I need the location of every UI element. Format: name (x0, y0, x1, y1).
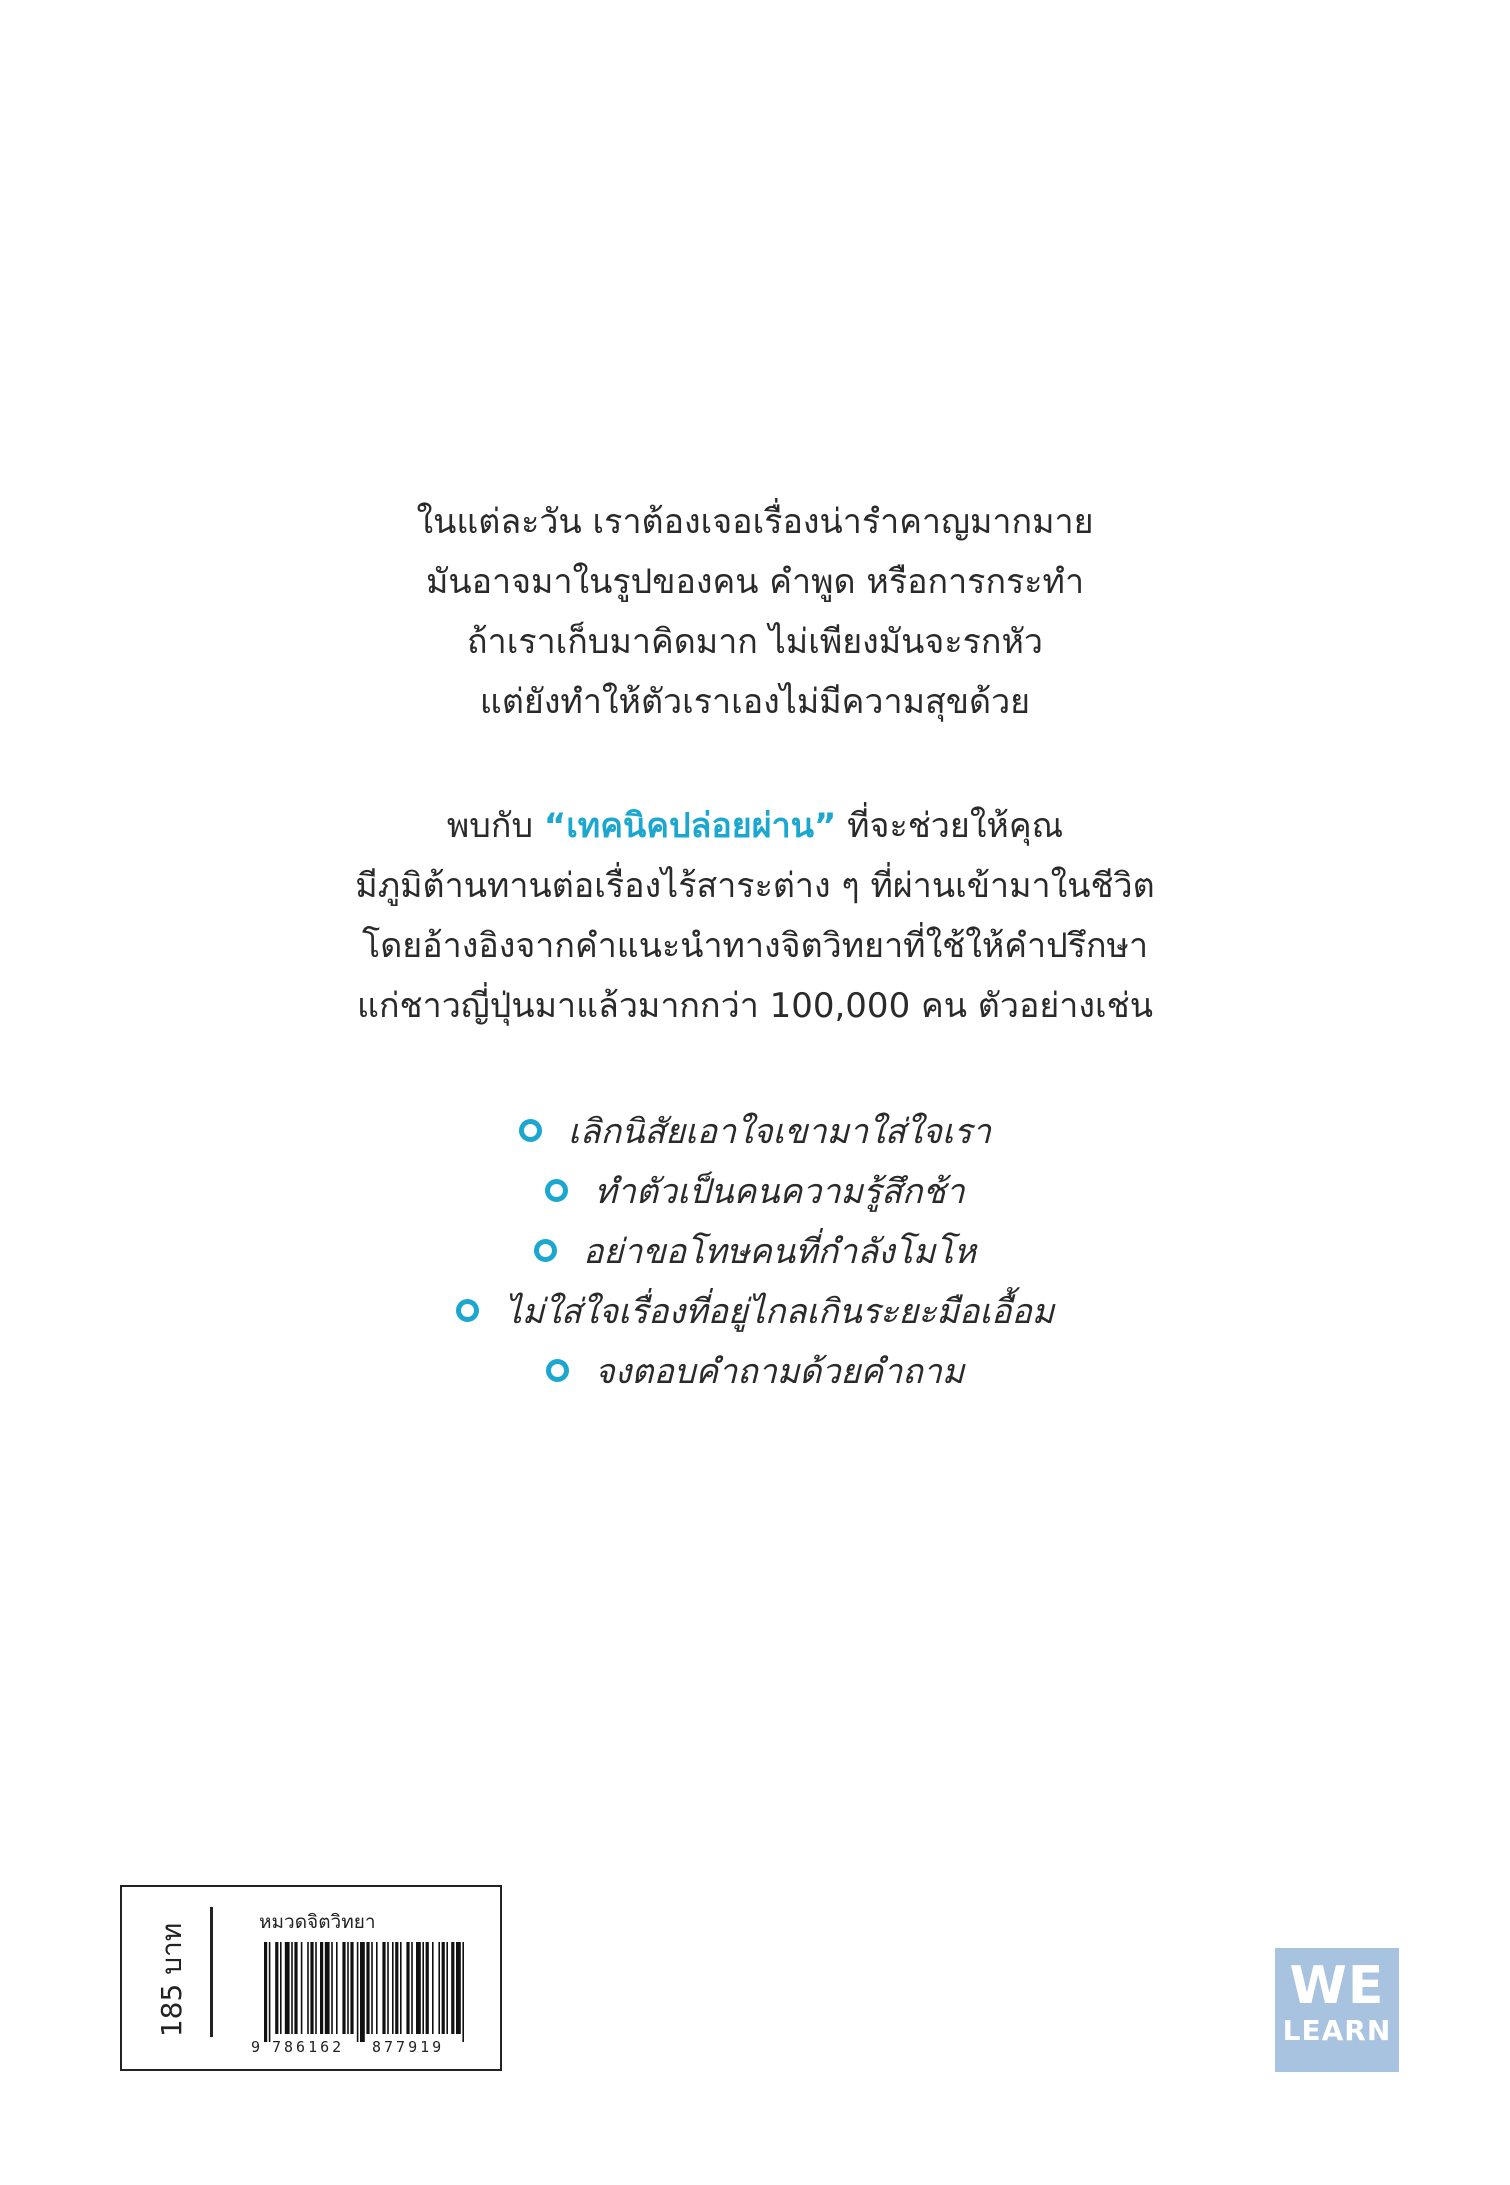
bullet-circle-icon (545, 1179, 568, 1202)
barcode-bar (285, 1942, 290, 2034)
technique-list (0, 1102, 1510, 1402)
barcode-bar (366, 1942, 369, 2034)
barcode-bar (395, 1942, 398, 2034)
barcode-bar (432, 1942, 434, 2034)
barcode-bar (416, 1942, 421, 2034)
barcode-bar (347, 1942, 349, 2034)
blurb-line: มีภูมิต้านทานต่อเรื่องไร้สาระต่าง ๆ ที่ผ่านเข้ามาในชีวิต (355, 866, 1155, 906)
blurb-line: ในแต่ละวัน เราต้องเจอเรื่องน่ารำคาญมากมาย (416, 502, 1094, 542)
barcode-bar (350, 1942, 353, 2034)
list-item-text: เลิกนิสัยเอาใจเขามาใส่ใจเรา (568, 1112, 991, 1152)
barcode-bar (371, 1942, 373, 2034)
barcode-bar (336, 1942, 338, 2034)
barcode-bar (320, 1942, 323, 2034)
intro-before: พบกับ (446, 806, 544, 846)
price-label: 185 บาท (155, 1922, 188, 2038)
logo-line-2: LEARN (1282, 2014, 1392, 2047)
list-item-text: ทำตัวเป็นคนความรู้สึกช้า (594, 1172, 965, 1212)
barcode-bar (426, 1942, 429, 2034)
list-item (0, 1282, 1510, 1342)
barcode-bar (442, 1942, 445, 2034)
blurb-line: มันอาจมาในรูปของคน คำพูด หรือการกระทำ (425, 562, 1085, 602)
barcode-bar (392, 1942, 394, 2034)
price-barcode-box (120, 1885, 502, 2071)
barcode-bar (406, 1942, 409, 2034)
bullet-circle-icon (534, 1239, 557, 1262)
bullet-circle-icon (546, 1359, 569, 1382)
list-item (0, 1102, 1510, 1162)
divider (210, 1907, 213, 2037)
blurb-paragraph-2 (0, 796, 1510, 1036)
barcode-bar (307, 1942, 309, 2034)
barcode-bar (382, 1942, 385, 2034)
barcode-bar (411, 1942, 413, 2034)
barcode-bar (294, 1942, 297, 2034)
isbn-right-digits: 877919 (372, 2038, 445, 2054)
barcode-bar (280, 1942, 282, 2034)
barcode-bar (315, 1942, 317, 2034)
barcode-bar (422, 1942, 424, 2034)
isbn-left-digits: 786162 (272, 2038, 345, 2054)
barcode-bar (438, 1942, 440, 2034)
list-item-text: ไม่ใส่ใจเรื่องที่อยู่ไกลเกินระยะมือเอื้อม (504, 1292, 1055, 1332)
blurb-line: แก่ชาวญี่ปุ่นมาแล้วมากกว่า 100,000 คน ตัวอย่างเช่น (357, 986, 1153, 1026)
barcode-bar (446, 1942, 448, 2034)
bullet-circle-icon (519, 1119, 542, 1142)
list-item (0, 1222, 1510, 1282)
list-item (0, 1342, 1510, 1402)
blurb-line: แต่ยังทำให้ตัวเราเองไม่มีความสุขด้วย (479, 682, 1031, 722)
isbn-first-digit: 9 (251, 2038, 261, 2054)
barcode-bar (376, 1942, 378, 2034)
barcode-bar (269, 1942, 271, 2042)
category-label: หมวดจิตวิทยา (259, 1911, 376, 1933)
blurb-intro-line (0, 796, 1510, 856)
barcode-bar (301, 1942, 303, 2034)
barcode-graphic (250, 1942, 472, 2054)
barcode-bar (310, 1942, 313, 2034)
isbn-barcode (250, 1942, 472, 2054)
list-item-text: จงตอบคำถามด้วยคำถาม (594, 1352, 965, 1392)
intro-after: ที่จะช่วยให้คุณ (836, 806, 1064, 846)
highlight-title: “เทคนิคปล่อยผ่าน” (543, 806, 837, 846)
barcode-bar (360, 1942, 365, 2042)
blurb-paragraph-1 (0, 492, 1510, 732)
barcode-bar (291, 1942, 293, 2034)
blurb-line: โดยอ้างอิงจากคำแนะนำทางจิตวิทยาที่ใช้ให้คำปรึกษา (361, 926, 1149, 966)
barcode-bar (342, 1942, 345, 2034)
we-learn-logo (1275, 1948, 1399, 2072)
barcode-bar (387, 1942, 389, 2034)
list-item-text: อย่าขอโทษคนที่กำลังโมโห (582, 1232, 977, 1272)
barcode-bar (357, 1942, 359, 2042)
barcode-bar (456, 1942, 461, 2034)
barcode-bar (462, 1942, 464, 2042)
barcode-bar (325, 1942, 330, 2034)
barcode-bar (451, 1942, 454, 2034)
barcode-bar (264, 1942, 267, 2042)
logo-line-1: WE (1289, 1956, 1385, 2016)
barcode-bar (400, 1942, 402, 2034)
blurb-line: ถ้าเราเก็บมาคิดมาก ไม่เพียงมันจะรกหัว (467, 622, 1043, 662)
bullet-circle-icon (456, 1299, 479, 1322)
list-item (0, 1162, 1510, 1222)
barcode-bar (275, 1942, 278, 2034)
barcode-bar (331, 1942, 333, 2034)
